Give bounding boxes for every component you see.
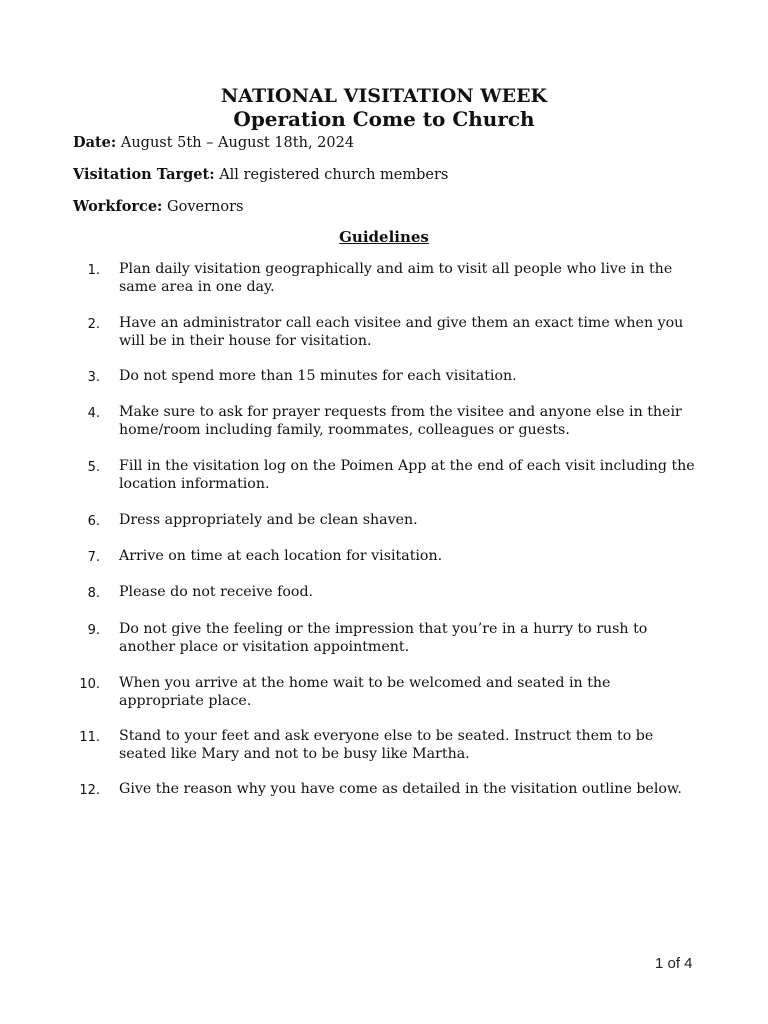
date-label: Date: (73, 134, 117, 151)
list-item-text: Dress appropriately and be clean shaven. (119, 512, 418, 528)
list-item-text: Do not spend more than 15 minutes for each visitation. (119, 368, 517, 384)
list-item-number: 12. (79, 783, 100, 798)
list-item-text: Make sure to ask for prayer requests from the visitee and anyone else in their home/room including family, roommates, colleagues or guests. (119, 404, 682, 438)
list-item-text: Please do not receive food. (119, 584, 314, 600)
visitation-target-label: Visitation Target: (73, 166, 215, 183)
list-item-number: 8. (87, 586, 100, 601)
list-item-number: 9. (87, 623, 100, 638)
list-item-text: When you arrive at the home wait to be welcomed and seated in the appropriate place. (119, 675, 611, 709)
list-item-number: 11. (79, 730, 100, 745)
list-item-number: 5. (87, 460, 100, 475)
workforce-value: Governors (162, 199, 244, 215)
list-item-number: 6. (87, 514, 100, 529)
list-item-text: Do not give the feeling or the impression that you’re in a hurry to rush to another place or visitation appointment. (119, 621, 648, 655)
list-item-text: Stand to your feet and ask everyone else to be seated. Instruct them to be seated like Mary and not to be busy like Martha. (119, 728, 654, 762)
list-item-text: Arrive on time at each location for visitation. (119, 548, 443, 564)
visitation-target-field (73, 166, 448, 184)
list-item-text: Have an administrator call each visitee and give them an exact time when you will be in their house for visitation. (119, 315, 684, 349)
list-item-number: 1. (87, 263, 100, 278)
list-item-number: 4. (87, 406, 100, 421)
list-item-number: 2. (87, 317, 100, 332)
guidelines-heading: Guidelines (339, 228, 429, 246)
list-item-text: Plan daily visitation geographically and aim to visit all people who live in the same area in one day. (119, 261, 673, 295)
list-item-text: Fill in the visitation log on the Poimen App at the end of each visit including the location information. (119, 458, 695, 492)
document-subtitle: Operation Come to Church (233, 107, 535, 131)
list-item-text: Give the reason why you have come as detailed in the visitation outline below. (119, 781, 682, 797)
workforce-label: Workforce: (73, 198, 163, 215)
document-title: NATIONAL VISITATION WEEK (220, 85, 548, 107)
date-value: August 5th – August 18th, 2024 (116, 135, 355, 151)
list-item-number: 7. (87, 550, 100, 565)
page-indicator: 1 of 4 (655, 955, 693, 972)
visitation-target-value: All registered church members (214, 167, 449, 183)
list-item-number: 3. (87, 370, 100, 385)
date-field (73, 134, 354, 152)
list-item-number: 10. (79, 677, 100, 692)
workforce-field (73, 198, 244, 216)
